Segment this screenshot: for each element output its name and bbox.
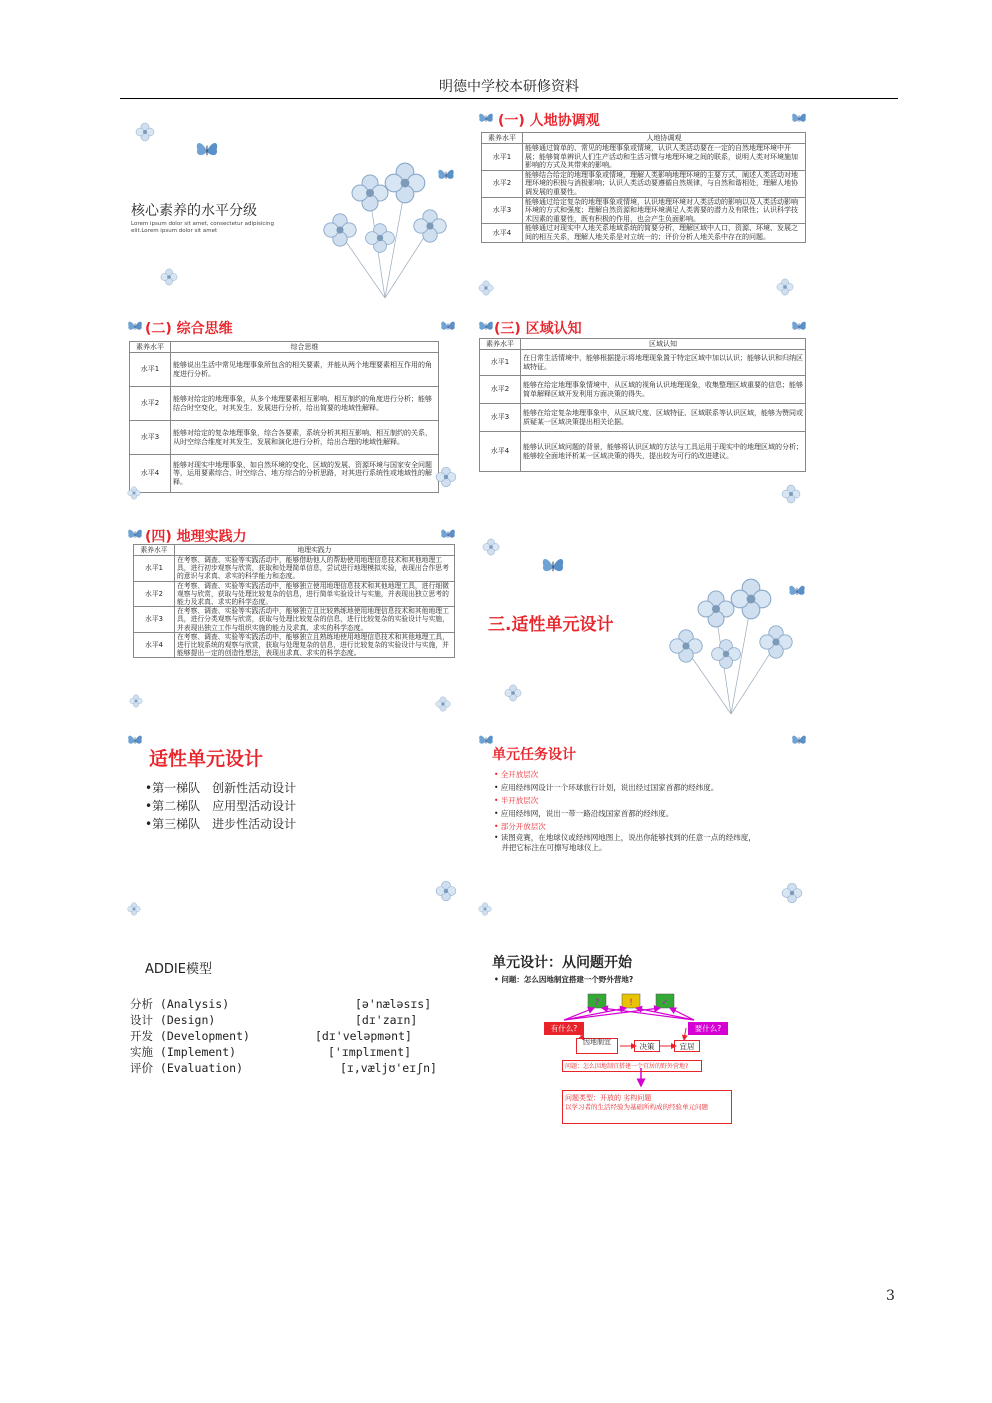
flower-icon (160, 268, 178, 286)
col-header: 人地协调观 (523, 133, 806, 144)
flower-icon (127, 902, 141, 916)
problem-type-box (562, 1090, 732, 1124)
butterfly-icon (440, 318, 456, 332)
addie-phonetic: [ə'næləsɪs] (355, 997, 432, 1011)
addie-term: 设计 (Design) (130, 1013, 216, 1027)
butterfly-icon (791, 318, 807, 332)
butterfly-icon (788, 582, 806, 597)
flower-icon (482, 538, 500, 556)
addie-term: 分析 (Analysis) (130, 997, 230, 1011)
list-item: •第二梯队 应用型活动设计 (145, 799, 297, 813)
slide-title: 适性单元设计 (149, 748, 264, 770)
butterfly-icon (127, 318, 143, 332)
level-table (133, 544, 455, 658)
list-item: 并把它标注在可擦写地球仪上。 (494, 843, 607, 852)
flower-icon (781, 882, 803, 904)
task-list (494, 768, 809, 853)
table-row: 水平2 能够对给定的地理事象，从多个地理要素相互影响、相互制约的角度进行分析；能够结合时空变化，对其发生、发展进行分析，给出简要的地域性解释。 (130, 387, 439, 421)
table-row: 水平4 在考察、调查、实验等实践活动中，能够独立且熟练地使用地理信息技术和其他地理工具，进行比较系统的观察与欣赏，获取与处理复杂的信息，进行比较复杂的实验设计与实施，并能够提出一定的创造性想法，表现出求真、求实的科学态度。 (134, 632, 455, 658)
slide-title: (一) 人地协调观 (498, 113, 600, 129)
flower-bouquet-icon (651, 554, 811, 714)
slide-title: (四) 地理实践力 (145, 529, 247, 545)
flower-icon (435, 466, 457, 488)
slide-human-land (476, 108, 811, 300)
slide-problem-start (476, 936, 811, 1128)
addie-phonetic: [ɪ,væljʊ'eɪʃn] (340, 1061, 437, 1075)
list-item: • 全开放层次 (494, 770, 539, 779)
slide-addie (125, 936, 460, 1128)
slide-unit-tasks (476, 730, 811, 922)
addie-term: 实施 (Implement) (130, 1045, 237, 1059)
butterfly-icon (437, 166, 455, 181)
addie-phonetic: [dɪ'veləpmənt] (315, 1029, 412, 1043)
tier-list (145, 779, 296, 833)
butterfly-icon (127, 732, 143, 746)
problem-type: 问题类型：开放的 劣构问题 (565, 1094, 652, 1102)
slide-geo-practice (125, 524, 460, 716)
butterfly-icon (541, 554, 565, 574)
flower-icon (478, 280, 494, 296)
flower-icon (435, 696, 451, 712)
slide-title: 单元设计：从问题开始 (492, 955, 632, 971)
list-item: • 半开放层次 (494, 796, 539, 805)
list-item: • 读图竞赛，在地球仪或经纬网地图上，说出你能够找到的任意一点的经纬度， (494, 833, 756, 842)
slide-regional-cognition (476, 316, 811, 508)
butterfly-icon (791, 732, 807, 746)
butterfly-icon (195, 138, 219, 158)
addie-list (130, 996, 450, 1081)
slide-adaptive-unit (125, 730, 460, 922)
table-row: 水平1 能够通过简单的、常见的地理事象或情境，认识人类活动要在一定的自然地理环境中开展；能够简单辨识人们生产活动和生活习惯与地理环境之间的联系，说明人类对环境施加影响的方式及其带来的影响。 (482, 144, 806, 171)
col-header: 素养水平 (130, 342, 171, 353)
table-row: 水平2 能够结合给定的地理事象或情境，理解人类影响地理环境的主要方式，阐述人类活动对地理环境的积极与消极影响；认识人类活动要遵循自然规律，与自然和谐相处，理解人地协调发展的重要性。 (482, 170, 806, 197)
col-header: 区域认知 (521, 339, 806, 350)
question-text: • 问题：怎么因地制宜搭建一个野外营地? (494, 975, 634, 984)
list-item: • 应用经纬网，说出一带一路沿线国家首都的经纬度。 (494, 809, 674, 818)
butterfly-icon (478, 110, 494, 124)
box-decision: 决策 (634, 1040, 660, 1052)
slide-title: ADDIE模型 (145, 962, 212, 977)
list-item: •第三梯队 进步性活动设计 (145, 817, 297, 831)
slide-title: (二) 综合思维 (145, 321, 233, 337)
icon-symbol: ! (629, 998, 633, 1008)
level-table (481, 132, 806, 243)
list-item: • 应用经纬网设计一个环球旅行计划，说出经过国家首都的经纬度。 (494, 783, 719, 792)
level-table (479, 338, 806, 472)
butterfly-icon (127, 526, 143, 540)
flower-icon (504, 684, 522, 702)
table-row: 水平4 能够认识区域问题的背景，能够将认识区域的方法与工具运用于现实中的地理区域的分析；能够较全面地评析某一区域决策的得失，提出较为可行的改进建议。 (480, 432, 806, 472)
addie-term: 开发 (Development) (130, 1029, 250, 1043)
table-row: 水平4 能够对现实中地理事象，如自然环境的变化、区域的发展、资源环境与国家安全问题等，运用要素综合、时空综合、地方综合的分析思路，对其进行系统性或地域性的解释。 (130, 455, 439, 493)
table-row: 水平2 能够在给定地理事象情境中，从区域的视角认识地理现象，收集整理区域重要的信息；能够简单解释区域开发利用方面决策的得失。 (480, 376, 806, 404)
addie-term: 评价 (Evaluation) (130, 1061, 244, 1075)
problem-box: 问题：怎么因地制宜搭建一个宜居的野外营地? (562, 1060, 702, 1072)
addie-phonetic: [dɪ'zaɪn] (355, 1013, 418, 1027)
slide-section-title (476, 524, 811, 716)
problem-desc: 以学习者的生活经验为基础所构成的经验单元问题 (565, 1103, 708, 1111)
flower-icon (127, 486, 141, 500)
table-row: 水平1 能够说出生活中常见地理事象所包含的相关要素，并能从两个地理要素相互作用的角度进行分析。 (130, 353, 439, 387)
slide-core-literacy (125, 108, 460, 300)
addie-phonetic: ['ɪmplɪment] (328, 1045, 412, 1059)
slide-title: (三) 区域认知 (494, 321, 582, 337)
butterfly-icon (791, 110, 807, 124)
slide-title: 三.适性单元设计 (488, 615, 614, 635)
butterfly-icon (478, 318, 494, 332)
list-item: • 部分开放层次 (494, 822, 546, 831)
col-header: 综合思维 (171, 342, 439, 353)
col-header: 素养水平 (482, 133, 523, 144)
box-have: 有什么? (544, 1022, 584, 1035)
page-header: 明德中学校本研修资料 (439, 79, 579, 95)
list-item: •第一梯队 创新性活动设计 (145, 781, 297, 795)
level-table (129, 341, 439, 493)
flower-bouquet-icon (310, 138, 460, 298)
icon-symbol: ✓ (661, 998, 669, 1008)
table-row: 水平1 在日常生活情境中，能够根据提示将地理现象置于特定区域中加以认识；能够认识和归纳区域特征。 (480, 350, 806, 376)
table-row: 水平3 能够对给定的复杂地理事象，综合各要素，系统分析其相互影响、相互制约的关系，从时空综合维度对其发生、发展和演化进行分析，给出合理的地域性解释。 (130, 421, 439, 455)
box-need: 要什么? (688, 1022, 728, 1035)
slide-integrated-thinking (125, 316, 460, 508)
flower-icon (129, 694, 143, 708)
box-local: 因地制宜 (576, 1038, 618, 1054)
box-livable: 宜居 (674, 1040, 700, 1052)
col-header: 素养水平 (134, 545, 175, 556)
flower-icon (435, 880, 457, 902)
col-header: 素养水平 (480, 339, 521, 350)
table-row: 水平3 能够在给定复杂地理事象中，从区域尺度、区域特征、区域联系等认识区域，能够为赞同或质疑某一区域决策提出相关论据。 (480, 404, 806, 432)
flower-icon (135, 122, 155, 142)
icon-symbol: ? (594, 998, 600, 1008)
page-number: 3 (886, 1288, 895, 1304)
flower-icon (781, 484, 801, 504)
slide-subtitle: Lorem ipsum dolor sit amet, consectetur adipisicing elit.Lorem ipsum dolor sit amet (131, 221, 274, 234)
slide-title: 单元任务设计 (492, 747, 576, 763)
table-row: 水平1 在考察、调查、实验等实践活动中，能够借助他人的帮助使用地理信息技术和其他地理工具，进行初步观察与欣赏，获取和处理简单信息，尝试进行地理模拟实验，表现出合作思考的意识与求真、求实的科学能力和态度。 (134, 556, 455, 582)
header-rule (120, 98, 898, 99)
slide-title: 核心素养的水平分级 (131, 203, 257, 219)
table-row: 水平3 能够通过给定复杂的地理事象或情境，认识地理环境对人类活动的影响以及人类活动影响环境的方式和强度；理解自然资源和地理环境满足人类需要的潜力及有限性；认识科学技术因素的重要性，既有积极的作用，也会产生负面影响。 (482, 197, 806, 224)
flower-icon (478, 902, 492, 916)
table-row: 水平2 在考察、调查、实验等实践活动中，能够独立使用地理信息技术和其他地理工具，进行细微观察与欣赏，获取与处理比较复杂的信息，进行简单实验设计与实施，并表现出独立思考的能力及求真、求实的科学态度。 (134, 581, 455, 607)
flower-icon (776, 278, 794, 296)
table-row: 水平4 能够通过对现实中人地关系地域系统的简要分析，理解区域中人口、资源、环境、发展之间的相互关系，理解人地关系是对立统一的；评价分析人地关系中存在的问题。 (482, 224, 806, 242)
table-row: 水平3 在考察、调查、实验等实践活动中，能够独立且比较熟练地使用地理信息技术和其他地理工具，进行分类观察与欣赏，获取与处理比较复杂的信息，进行比较复杂的实验设计与实施，并表现出独立工作与组织实施的能力及求真、求实的科学态度。 (134, 607, 455, 633)
col-header: 地理实践力 (175, 545, 455, 556)
butterfly-icon (440, 526, 456, 540)
